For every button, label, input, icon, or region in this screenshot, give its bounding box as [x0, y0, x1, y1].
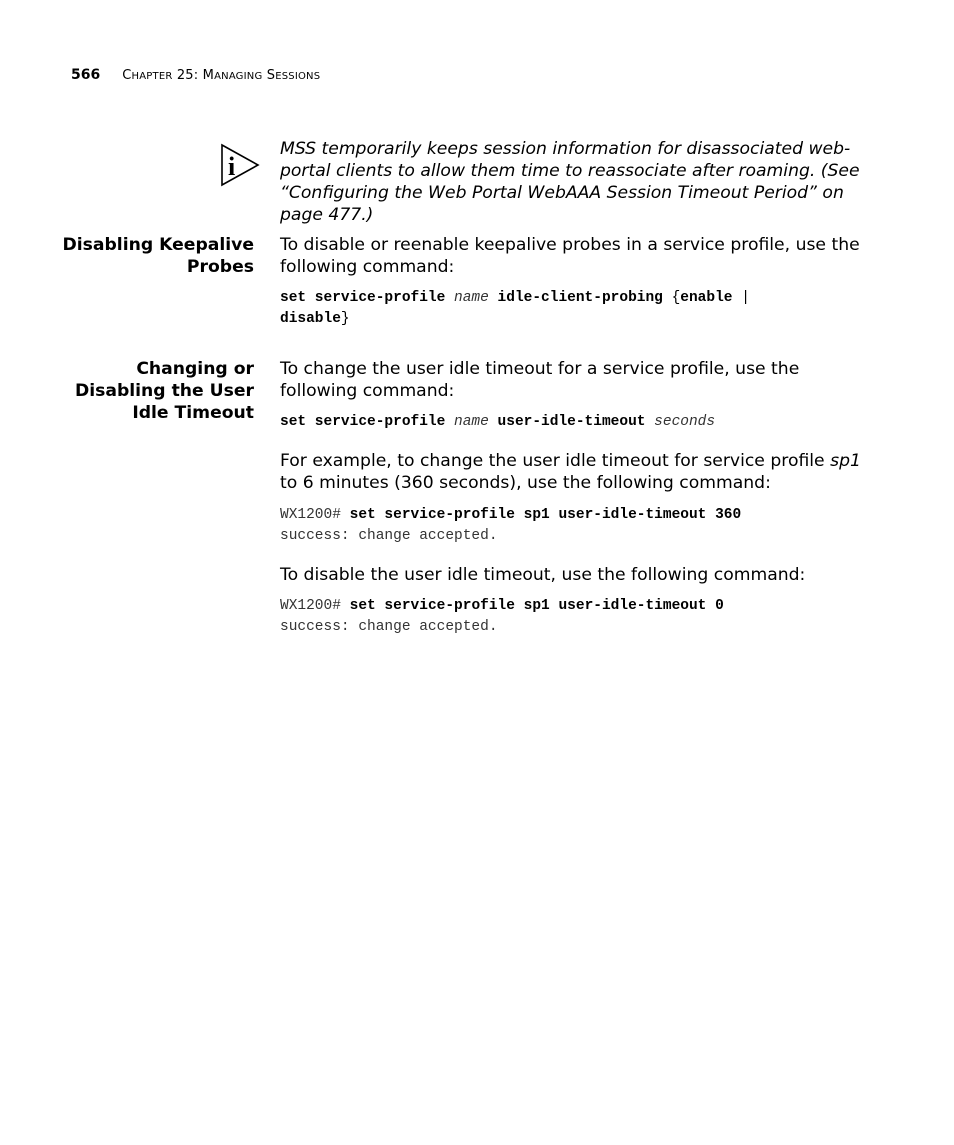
example1-code: WX1200# set service-profile sp1 user-idle-timeout 360 success: change accepted. [280, 507, 742, 544]
section2-intro: To change the user idle timeout for a service profile, use the following command: [280, 359, 800, 401]
info-note-icon [220, 143, 260, 187]
chapter-title: CHAPTER 25: MANAGING SESSIONS [122, 68, 321, 83]
section-heading-disabling-keepalive: Disabling Keepalive Probes [62, 235, 254, 277]
section-heading-changing-idle-timeout: Changing or Disabling the User Idle Timeout [74, 359, 254, 423]
section1-command: set service-profile name idle-client-probing {enable | disable} [280, 290, 759, 327]
svg-text:i: i [228, 152, 236, 181]
section2-command: set service-profile name user-idle-timeout seconds [280, 414, 716, 430]
page-header [71, 67, 320, 83]
section1-intro: To disable or reenable keepalive probes in a service profile, use the following command: [280, 235, 860, 277]
section2-example-text: For example, to change the user idle timeout for service profile sp1 to 6 minutes (360 seconds), use the following command: [280, 451, 861, 493]
disable-intro-text: To disable the user idle timeout, use the following command: [280, 565, 806, 585]
note-text: MSS temporarily keeps session information for disassociated web-portal clients to allow them time to reassociate after roaming. (See “Configuring the Web Portal WebAAA Session Timeout Period” on page 477.) [280, 139, 860, 225]
page-number: 566 [71, 67, 101, 83]
example2-code: WX1200# set service-profile sp1 user-idle-timeout 0 success: change accepted. [280, 598, 724, 635]
